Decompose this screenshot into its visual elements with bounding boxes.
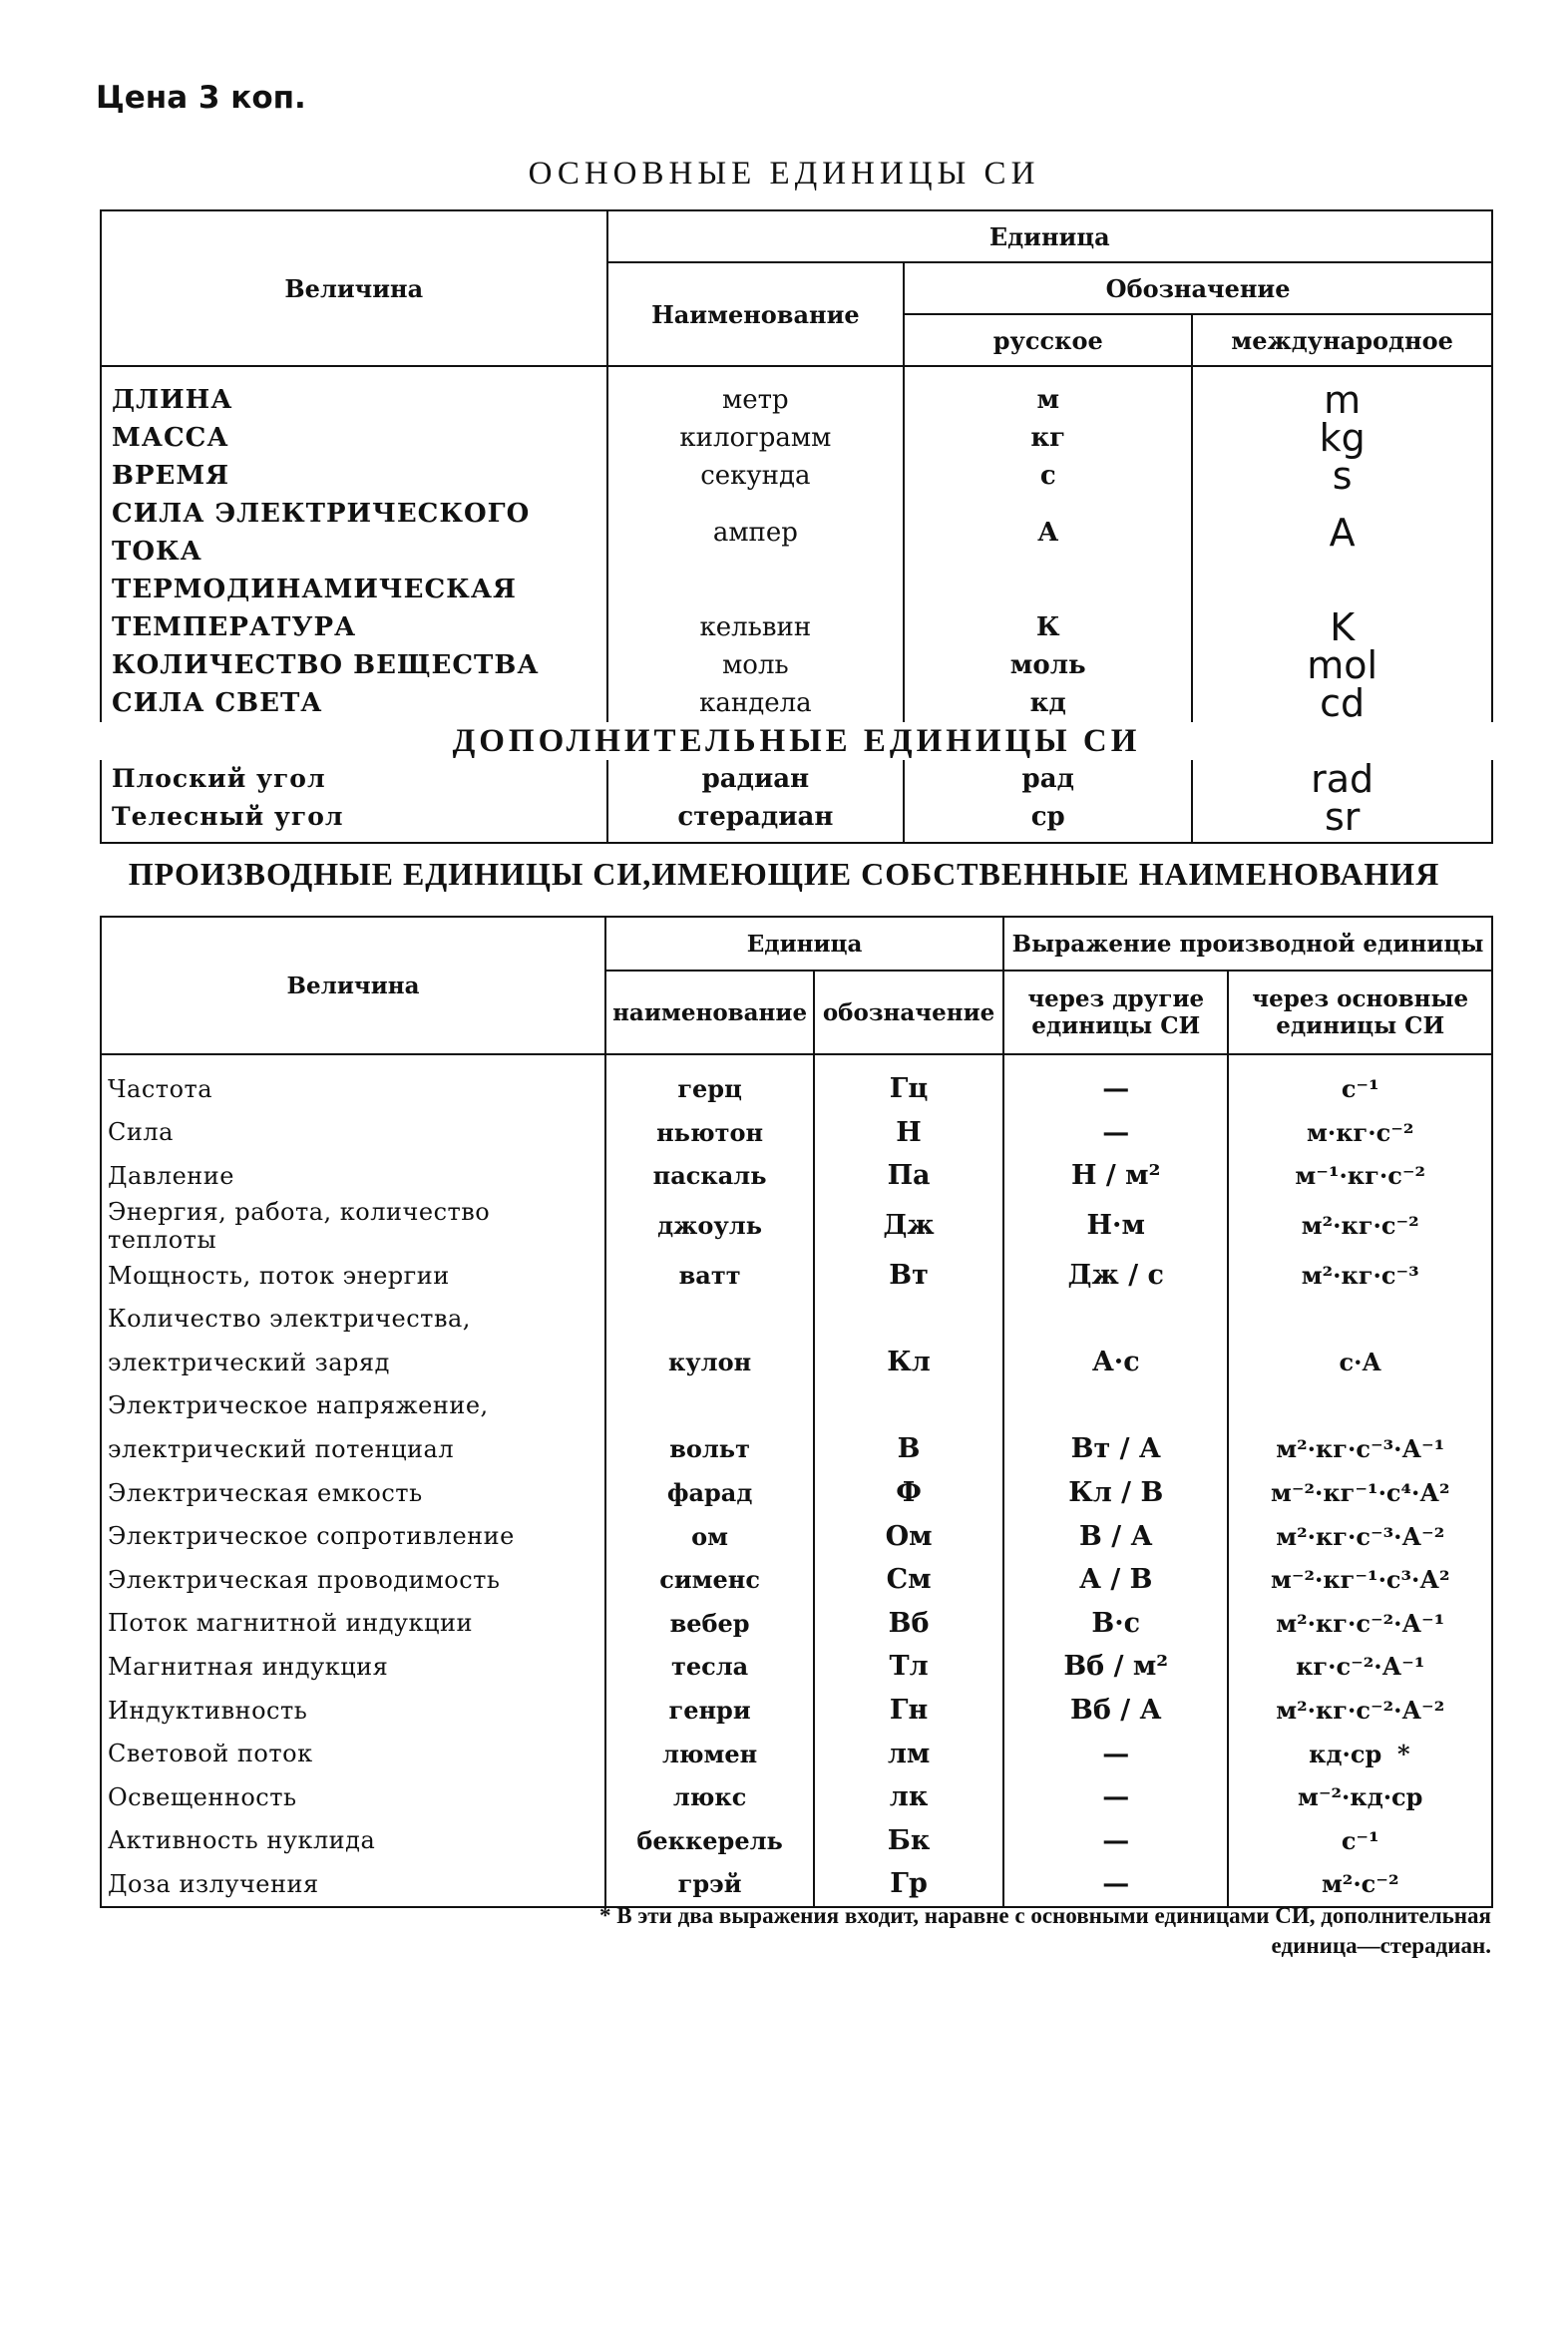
table-row [101,1732,1492,1775]
international-symbol-cell: A [1192,495,1492,571]
table-row [101,1645,1492,1689]
unit-name-cell [607,571,905,608]
via-base-value: м²·кг·с⁻² [1301,1211,1419,1241]
unit-name-cell: ампер [607,495,905,571]
header-unit: Единица [607,210,1492,262]
unit-name-cell: люкс [605,1775,814,1819]
unit-name-cell: кандела [607,684,905,722]
quantity-cell: Давление [101,1154,605,1198]
unit-symbol-cell [814,1384,1003,1428]
footnote [299,1901,1491,1961]
price-label: Цена 3 коп. [96,80,306,116]
quantity-cell: ТЕМПЕРАТУРА [101,608,607,646]
derived-units-table [100,916,1493,1908]
quantity-cell: Освещенность [101,1775,605,1819]
via-other-cell: Кл / В [1003,1471,1228,1515]
supplementary-title-row [101,722,1492,760]
via-other-cell: — [1003,1862,1228,1907]
quantity-cell: Электрическая емкость [101,1471,605,1515]
unit-name-cell [605,1384,814,1428]
via-base-cell [1228,1514,1492,1558]
unit-symbol-cell: Гр [814,1862,1003,1907]
unit-name-cell: ньютон [605,1111,814,1155]
quantity-cell: Сила [101,1111,605,1155]
unit-name-cell: герц [605,1054,814,1111]
international-symbol-cell: s [1192,457,1492,495]
unit-name-cell: кельвин [607,608,905,646]
via-base-value: с⁻¹ [1341,1825,1379,1855]
via-other-cell [1003,1297,1228,1341]
table-row [101,1427,1492,1471]
table-row [101,1819,1492,1863]
via-base-cell [1228,1297,1492,1341]
base-units-table [100,209,1493,844]
table-row [101,1254,1492,1298]
via-base-value: м²·кг·с⁻³ [1301,1261,1419,1291]
header-name: Наименование [607,262,905,366]
via-base-value: м⁻¹·кг·с⁻² [1295,1161,1425,1191]
via-base-cell [1228,1427,1492,1471]
table-row [101,495,1492,571]
table-row [101,1471,1492,1515]
unit-name-cell: люмен [605,1732,814,1775]
quantity-cell: СИЛА ЭЛЕКТРИЧЕСКОГО ТОКА [101,495,607,571]
russian-symbol-cell: рад [904,760,1192,798]
footnote-line-2: единица—стерадиан. [1271,1933,1491,1958]
quantity-cell: Электрическое напряжение, [101,1384,605,1428]
unit-name-cell: генри [605,1689,814,1733]
via-other-cell: Н / м² [1003,1154,1228,1198]
unit-name-cell: метр [607,366,905,419]
table-row [101,1054,1492,1111]
via-base-value: м⁻²·кг⁻¹·с³·А² [1270,1565,1450,1595]
via-base-value: с⁻¹ [1341,1074,1379,1104]
unit-name-cell: ом [605,1514,814,1558]
via-base-cell [1228,1254,1492,1298]
unit-name-cell: тесла [605,1645,814,1689]
header-expression: Выражение производной единицы [1003,917,1492,971]
quantity-cell: электрический потенциал [101,1427,605,1471]
international-symbol-cell: sr [1192,798,1492,843]
unit-symbol-cell: Кл [814,1341,1003,1384]
via-other-cell: — [1003,1775,1228,1819]
header-symbol: обозначение [814,971,1003,1054]
table-row [101,1602,1492,1646]
via-other-cell: Вб / А [1003,1689,1228,1733]
russian-symbol-cell: ср [904,798,1192,843]
table-row [101,646,1492,684]
unit-name-cell: ватт [605,1254,814,1298]
via-base-cell [1228,1689,1492,1733]
russian-symbol-cell [904,571,1192,608]
russian-symbol-cell: А [904,495,1192,571]
table-row [101,1297,1492,1341]
via-base-value: м·кг·с⁻² [1307,1117,1414,1147]
quantity-cell: КОЛИЧЕСТВО ВЕЩЕСТВА [101,646,607,684]
unit-symbol-cell: Па [814,1154,1003,1198]
unit-name-cell [605,1297,814,1341]
via-base-value: м²·кг·с⁻³·А⁻² [1276,1521,1445,1551]
unit-symbol-cell: Дж [814,1198,1003,1254]
unit-name-cell: вебер [605,1602,814,1646]
international-symbol-cell: cd [1192,684,1492,722]
via-other-cell: Вб / м² [1003,1645,1228,1689]
via-base-value: м²·кг·с⁻³·А⁻¹ [1276,1434,1445,1464]
via-base-cell [1228,1054,1492,1111]
via-other-cell: В·с [1003,1602,1228,1646]
unit-symbol-cell: Вб [814,1602,1003,1646]
quantity-cell: МАССА [101,419,607,457]
quantity-cell: Индуктивность [101,1689,605,1733]
unit-name-cell: секунда [607,457,905,495]
via-base-value: кг·с⁻²·А⁻¹ [1296,1652,1425,1682]
quantity-cell: Электрическое сопротивление [101,1514,605,1558]
table-row [101,1775,1492,1819]
table-row [101,684,1492,722]
via-base-value: м⁻²·кд·ср [1297,1782,1423,1812]
via-base-cell [1228,1384,1492,1428]
unit-symbol-cell: Тл [814,1645,1003,1689]
header-quantity: Величина [101,210,607,366]
table-row [101,366,1492,419]
quantity-cell: ВРЕМЯ [101,457,607,495]
via-base-cell [1228,1862,1492,1907]
quantity-cell: ДЛИНА [101,366,607,419]
via-base-value: м²·кг·с⁻²·А⁻¹ [1276,1608,1445,1638]
via-base-cell [1228,1602,1492,1646]
russian-symbol-cell: м [904,366,1192,419]
table-row [101,1384,1492,1428]
russian-symbol-cell: К [904,608,1192,646]
header-name: наименование [605,971,814,1054]
international-symbol-cell: kg [1192,419,1492,457]
via-other-cell: А·с [1003,1341,1228,1384]
via-other-cell: — [1003,1819,1228,1863]
table-row [101,1558,1492,1602]
via-base-cell [1228,1198,1492,1254]
unit-symbol-cell: Гц [814,1054,1003,1111]
unit-symbol-cell: Вт [814,1254,1003,1298]
international-symbol-cell: K [1192,608,1492,646]
via-base-cell [1228,1341,1492,1384]
table-row [101,1341,1492,1384]
quantity-cell: Электрическая проводимость [101,1558,605,1602]
quantity-cell: Энергия, работа, количество теплоты [101,1198,605,1254]
unit-name-cell: сименс [605,1558,814,1602]
international-symbol-cell: mol [1192,646,1492,684]
table-row [101,1689,1492,1733]
via-base-value: м²·кг·с⁻²·А⁻² [1276,1696,1445,1726]
unit-symbol-cell: Бк [814,1819,1003,1863]
unit-name-cell: радиан [607,760,905,798]
header-russian: русское [904,314,1192,366]
via-other-cell: — [1003,1732,1228,1775]
table-row [101,457,1492,495]
international-symbol-cell: rad [1192,760,1492,798]
unit-symbol-cell: Ом [814,1514,1003,1558]
unit-name-cell: грэй [605,1862,814,1907]
unit-symbol-cell: лм [814,1732,1003,1775]
unit-symbol-cell: См [814,1558,1003,1602]
quantity-cell: Активность нуклида [101,1819,605,1863]
footnote-line-1: * В эти два выражения входит, наравне с основными единицами СИ, дополнительная [599,1903,1491,1928]
quantity-cell: Телесный угол [101,798,607,843]
table-row [101,798,1492,843]
via-other-cell: — [1003,1111,1228,1155]
russian-symbol-cell: кд [904,684,1192,722]
via-base-value: м⁻²·кг⁻¹·с⁴·А² [1270,1478,1450,1508]
unit-symbol-cell: В [814,1427,1003,1471]
quantity-cell: электрический заряд [101,1341,605,1384]
quantity-cell: Плоский угол [101,760,607,798]
supplementary-units-title: ДОПОЛНИТЕЛЬНЫЕ ЕДИНИЦЫ СИ [452,723,1141,759]
via-base-value: м²·с⁻² [1321,1869,1399,1899]
header-quantity: Величина [101,917,605,1054]
unit-name-cell: стерадиан [607,798,905,843]
table-row [101,419,1492,457]
unit-symbol-cell [814,1297,1003,1341]
russian-symbol-cell: с [904,457,1192,495]
via-other-cell: Вт / А [1003,1427,1228,1471]
via-other-cell: Н·м [1003,1198,1228,1254]
unit-name-cell: джоуль [605,1198,814,1254]
derived-units-title: ПРОИЗВОДНЫЕ ЕДИНИЦЫ СИ,ИМЕЮЩИЕ СОБСТВЕННЫЕ НАИМЕНОВАНИЯ [128,856,1440,892]
table-row [101,1198,1492,1254]
unit-symbol-cell: Ф [814,1471,1003,1515]
quantity-cell: Мощность, поток энергии [101,1254,605,1298]
asterisk-marker: * [1396,1739,1410,1768]
table-row [101,571,1492,608]
via-other-cell [1003,1384,1228,1428]
via-base-cell [1228,1558,1492,1602]
quantity-cell: Световой поток [101,1732,605,1775]
via-base-cell [1228,1471,1492,1515]
via-base-cell [1228,1819,1492,1863]
via-other-cell: В / А [1003,1514,1228,1558]
via-base-cell [1228,1645,1492,1689]
via-base-cell [1228,1732,1492,1775]
table-row [101,1111,1492,1155]
quantity-cell: СИЛА СВЕТА [101,684,607,722]
unit-symbol-cell: Н [814,1111,1003,1155]
header-symbol: Обозначение [904,262,1492,314]
unit-name-cell: моль [607,646,905,684]
quantity-cell: Количество электричества, [101,1297,605,1341]
via-base-cell [1228,1775,1492,1819]
international-symbol-cell [1192,571,1492,608]
table-row [101,760,1492,798]
unit-name-cell: фарад [605,1471,814,1515]
russian-symbol-cell: кг [904,419,1192,457]
quantity-cell: Доза излучения [101,1862,605,1907]
unit-name-cell: беккерель [605,1819,814,1863]
unit-symbol-cell: лк [814,1775,1003,1819]
via-base-value: кд·ср [1309,1739,1382,1768]
header-international: международное [1192,314,1492,366]
header-unit: Единица [605,917,1003,971]
unit-name-cell: паскаль [605,1154,814,1198]
quantity-cell: Магнитная индукция [101,1645,605,1689]
via-other-cell: Дж / с [1003,1254,1228,1298]
via-base-value: с·А [1339,1348,1381,1377]
via-base-cell [1228,1154,1492,1198]
quantity-cell: Частота [101,1054,605,1111]
via-other-cell: — [1003,1054,1228,1111]
unit-symbol-cell: Гн [814,1689,1003,1733]
via-base-cell [1228,1111,1492,1155]
international-symbol-cell: m [1192,366,1492,419]
unit-name-cell: вольт [605,1427,814,1471]
table-row [101,1862,1492,1907]
header-via-other: через другие единицы СИ [1003,971,1228,1054]
russian-symbol-cell: моль [904,646,1192,684]
unit-name-cell: кулон [605,1341,814,1384]
via-other-cell: А / В [1003,1558,1228,1602]
unit-name-cell: килограмм [607,419,905,457]
quantity-cell: Поток магнитной индукции [101,1602,605,1646]
table-row [101,608,1492,646]
table-row [101,1154,1492,1198]
table-row [101,1514,1492,1558]
base-units-title: ОСНОВНЫЕ ЕДИНИЦЫ СИ [528,156,1040,192]
header-via-base: через основные единицы СИ [1228,971,1492,1054]
quantity-cell: ТЕРМОДИНАМИЧЕСКАЯ [101,571,607,608]
